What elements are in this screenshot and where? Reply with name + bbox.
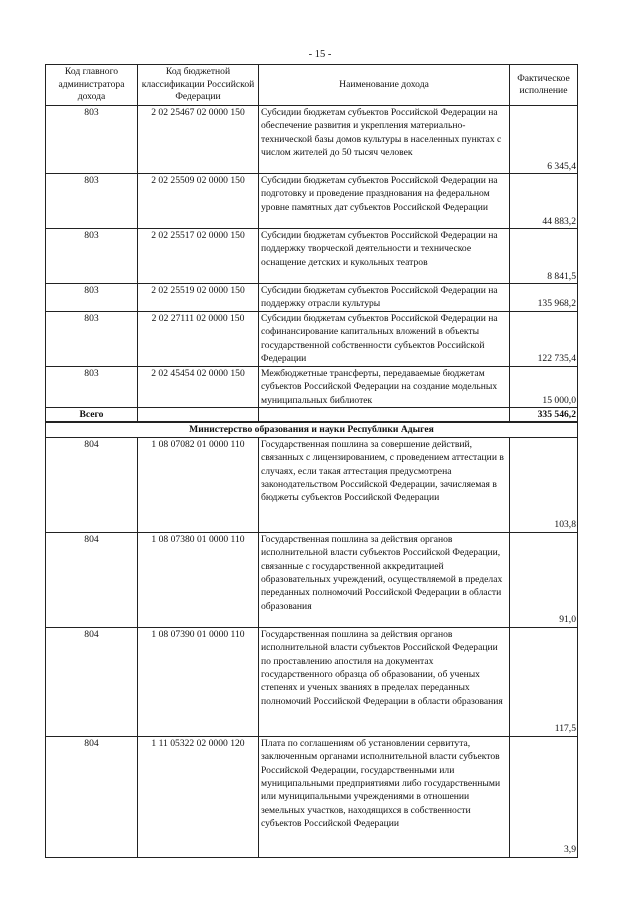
amount-cell: 117,5 [510,627,578,736]
income-name-cell: Субсидии бюджетам субъектов Российской Федерации на поддержку отрасли культуры [259,284,510,312]
admin-code-cell: 804 [46,736,138,857]
header-income-name: Наименование дохода [259,65,510,106]
table-row [46,174,578,229]
table-header [46,65,578,106]
section-title: Министерство образования и науки Республики Адыгея [46,422,578,437]
admin-code-cell: 803 [46,106,138,174]
admin-code-cell: 803 [46,174,138,229]
table-row [46,366,578,407]
table-row [46,532,578,627]
table-row [46,229,578,284]
admin-code-cell: 803 [46,366,138,407]
amount-cell: 3,9 [510,736,578,857]
header-budget-code: Код бюджетной классификации Российской Федерации [138,65,259,106]
amount-cell: 103,8 [510,437,578,532]
income-name-cell: Государственная пошлина за действия органов исполнительной власти субъектов Российской Федерации, связанные с государственной аккредитацией образовательных учреждений, осуществляемой в пределах переданных полномочий Российской Федерации в области образования [259,532,510,627]
income-name-cell: Субсидии бюджетам субъектов Российской Федерации на обеспечение развития и укрепления материально-технической базы домов культуры в населенных пунктах с числом жителей до 50 тысяч человек [259,106,510,174]
income-name-cell: Государственная пошлина за совершение действий, связанных с лицензированием, с проведением аттестации в случаях, если такая аттестация предусмотрена законодательством Российской Федерации, зачисляемая в бюджеты субъектов Российской Федерации [259,437,510,532]
amount-cell: 6 345,4 [510,106,578,174]
budget-code-cell: 1 11 05322 02 0000 120 [138,736,259,857]
admin-code-cell: 803 [46,229,138,284]
budget-code-cell: 2 02 27111 02 0000 150 [138,311,259,366]
total-amount: 335 546,2 [510,408,578,423]
income-name-cell: Плата по соглашениям об установлении сервитута, заключенным органами исполнительной власти субъектов Российской Федерации, государственными или муниципальными предприятиями либо государственными или муниципальными учреждениями в отношении земельных участков, находящихся в собственности субъектов Российской Федерации [259,736,510,857]
admin-code-cell: 804 [46,437,138,532]
amount-cell: 8 841,5 [510,229,578,284]
income-name-cell: Межбюджетные трансферты, передаваемые бюджетам субъектов Российской Федерации на создание модельных муниципальных библиотек [259,366,510,407]
income-name-cell: Субсидии бюджетам субъектов Российской Федерации на поддержку творческой деятельности и техническое оснащение детских и кукольных театров [259,229,510,284]
table-row [46,437,578,532]
total-empty-cell [259,408,510,423]
header-actual: Фактическое исполнение [510,65,578,106]
page-number: - 15 - [308,49,332,60]
budget-code-cell: 2 02 25517 02 0000 150 [138,229,259,284]
table-row [46,736,578,857]
income-table [45,64,578,858]
header-admin-code: Код главного администратора дохода [46,65,138,106]
table-row [46,106,578,174]
admin-code-cell: 803 [46,284,138,312]
admin-code-cell: 804 [46,532,138,627]
admin-code-cell: 804 [46,627,138,736]
amount-cell: 91,0 [510,532,578,627]
table-row [46,627,578,736]
budget-code-cell: 1 08 07390 01 0000 110 [138,627,259,736]
total-label: Всего [46,408,138,423]
table-row [46,311,578,366]
budget-code-cell: 2 02 45454 02 0000 150 [138,366,259,407]
income-name-cell: Субсидии бюджетам субъектов Российской Федерации на подготовку и проведение празднования на федеральном уровне памятных дат субъектов Российской Федерации [259,174,510,229]
budget-code-cell: 1 08 07082 01 0000 110 [138,437,259,532]
amount-cell: 135 968,2 [510,284,578,312]
income-name-cell: Субсидии бюджетам субъектов Российской Федерации на софинансирование капитальных вложений в объекты государственной собственности субъектов Российской Федерации [259,311,510,366]
budget-code-cell: 1 08 07380 01 0000 110 [138,532,259,627]
total-row [46,408,578,423]
table-row [46,284,578,312]
income-name-cell: Государственная пошлина за действия органов исполнительной власти субъектов Российской Федерации по проставлению апостиля на документах государственного образца об образовании, об ученых степенях и ученых званиях в пределах переданных полномочий Российской Федерации в области образования [259,627,510,736]
amount-cell: 15 000,0 [510,366,578,407]
budget-code-cell: 2 02 25467 02 0000 150 [138,106,259,174]
budget-code-cell: 2 02 25509 02 0000 150 [138,174,259,229]
section-row [46,422,578,437]
budget-code-cell: 2 02 25519 02 0000 150 [138,284,259,312]
amount-cell: 44 883,2 [510,174,578,229]
total-empty-cell [138,408,259,423]
admin-code-cell: 803 [46,311,138,366]
amount-cell: 122 735,4 [510,311,578,366]
